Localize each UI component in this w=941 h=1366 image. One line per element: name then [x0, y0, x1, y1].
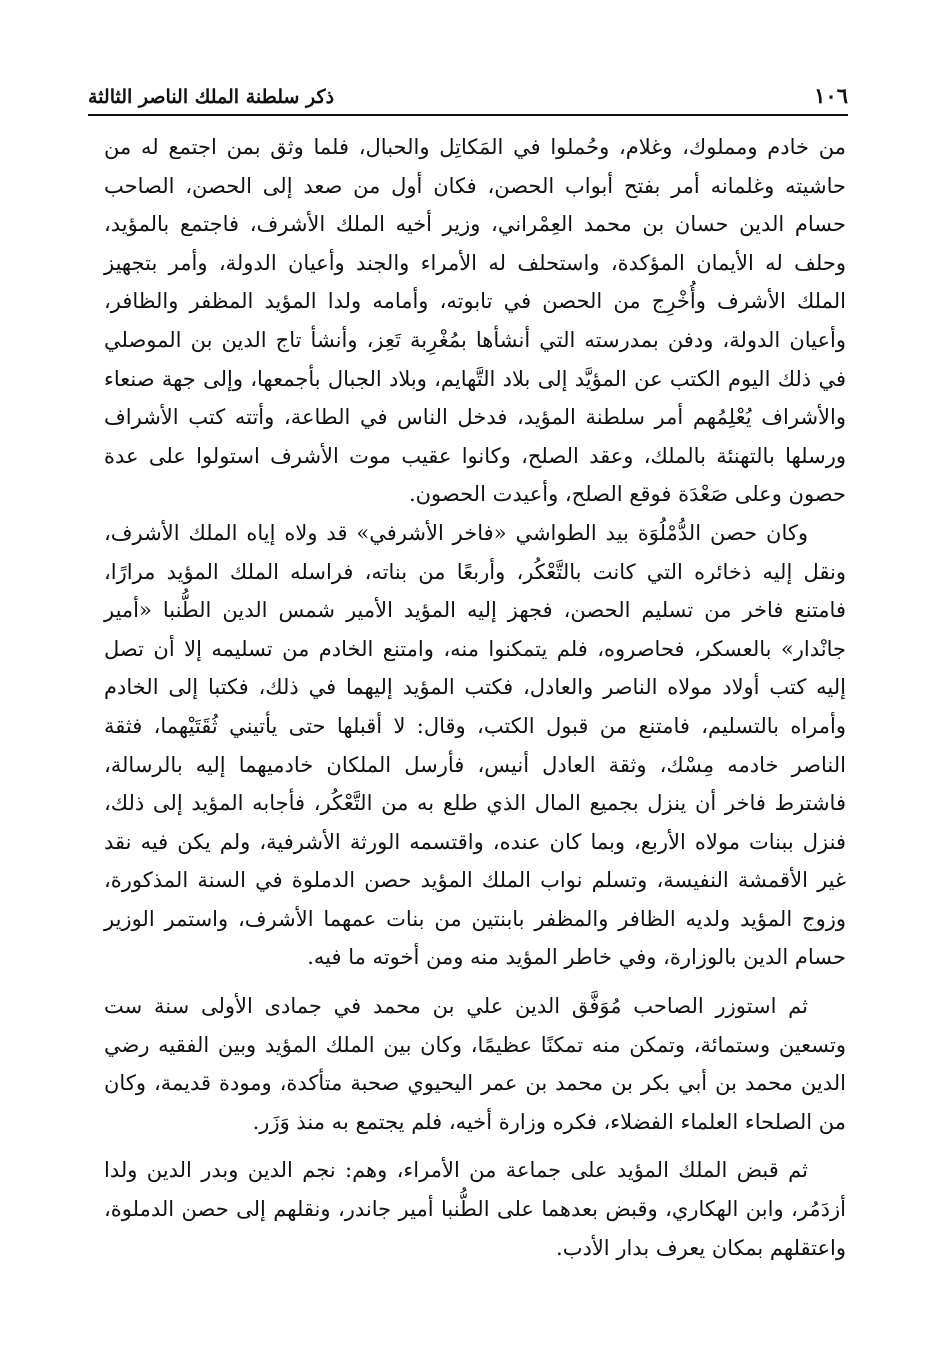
- paragraph-4: ثم قبض الملك المؤيد على جماعة من الأمراء، وهم: نجم الدين وبدر الدين ولدا أزدَمُر، وابن الهكاري، وقبض بعدهما على الطُّنبا أمير جاندر، ونقلهم إلى حصن الدملوة، واعتقلهم بمكان يعرف بدار الأدب.: [104, 1158, 846, 1260]
- running-title: ذكر سلطنة الملك الناصر الثالثة: [88, 86, 335, 108]
- page-header: [88, 78, 848, 116]
- main-text: [104, 128, 846, 1267]
- paragraph-1: من خادم ومملوك، وغلام، وحُملوا في المَكاتِل والحبال، فلما وثق بمن اجتمع له من حاشيته وغلمانه أمر بفتح أبواب الحصن، فكان أول من صعد إلى الحصن، الصاحب حسام الدين حسان بن محمد العِمْراني، وزير أخيه الملك الأشرف، فاجتمع بالمؤيد، وحلف له الأيمان المؤكدة، واستحلف له الأمراء والجند وأعيان الدولة، وأمر بتجهيز الملك الأشرف وأُخْرِج من الحصن في تابوته، وأمامه ولدا المؤيد المظفر والظافر، وأعيان الدولة، ودفن بمدرسته التي أنشأها بمُغْرِبة تَعِز، وأنشأ تاج الدين بن الموصلي في ذلك اليوم الكتب عن المؤيَّد إلى بلاد التَّهايم، وبلاد الجبال بأجمعها، وإلى جهة صنعاء والأشراف يُعْلِمُهم أمر سلطنة المؤيد، فدخل الناس في الطاعة، وأتته كتب الأشراف ورسلها بالتهنئة بالملك، وعقد الصلح، وكانوا عقيب موت الأشرف استولوا على عدة حصون وعلى صَعْدَة فوقع الصلح، وأعيدت الحصون.: [104, 135, 846, 507]
- paragraph-2: وكان حصن الدُّمْلُوَة بيد الطواشي «فاخر الأشرفي» قد ولاه إياه الملك الأشرف، ونقل إليه ذخائره التي كانت بالتَّعْكُر، وأربعًا من بناته، فراسله الملك المؤيد مرارًا، فامتنع فاخر من تسليم الحصن، فجهز إليه المؤيد الأمير شمس الدين الطُّنبا «أمير جانْدار» بالعسكر، فحاصروه، فلم يتمكنوا منه، وامتنع الخادم من تسليمه إلا أن تصل إليه كتب أولاد مولاه الناصر والعادل، فكتب المؤيد إليهما في ذلك، فكتبا إلى الخادم وأمراه بالتسليم، فامتنع من قبول الكتب، وقال: لا أقبلها حتى يأتيني ثُقَتَيْهما، فثقة الناصر خادمه مِسْك، وثقة العادل أنيس، فأرسل الملكان خادميهما إليه بالرسالة، فاشترط فاخر أن ينزل بجميع المال الذي طلع به من التَّعْكُر، فأجابه المؤيد إلى ذلك، فنزل ببنات مولاه الأربع، وبما كان عنده، واقتسمه الورثة الأشرفية، ولم يكن فيه نقد غير الأقمشة النفيسة، وتسلم نواب الملك المؤيد حصن الدملوة في السنة المذكورة، وزوج المؤيد ولديه الظافر والمظفر بابنتين من بنات عمهما الأشرف، واستمر الوزير حسام الدين بالوزارة، وفي خاطر المؤيد منه ومن أخوته ما فيه.: [104, 520, 846, 970]
- paragraph-3: ثم استوزر الصاحب مُوَفَّق الدين علي بن محمد في جمادى الأولى سنة ست وتسعين وستمائة، وتمكن منه تمكنًا عظيمًا، وكان بين الملك المؤيد وبين الفقيه رضي الدين محمد بن أبي بكر بن محمد بن عمر اليحيوي صحبة متأكدة، ومودة قديمة، وكان من الصلحاء العلماء الفضلاء، فكره وزارة أخيه، فلم يجتمع به منذ وَزَر.: [104, 994, 846, 1134]
- page-number: ١٠٦: [814, 83, 848, 108]
